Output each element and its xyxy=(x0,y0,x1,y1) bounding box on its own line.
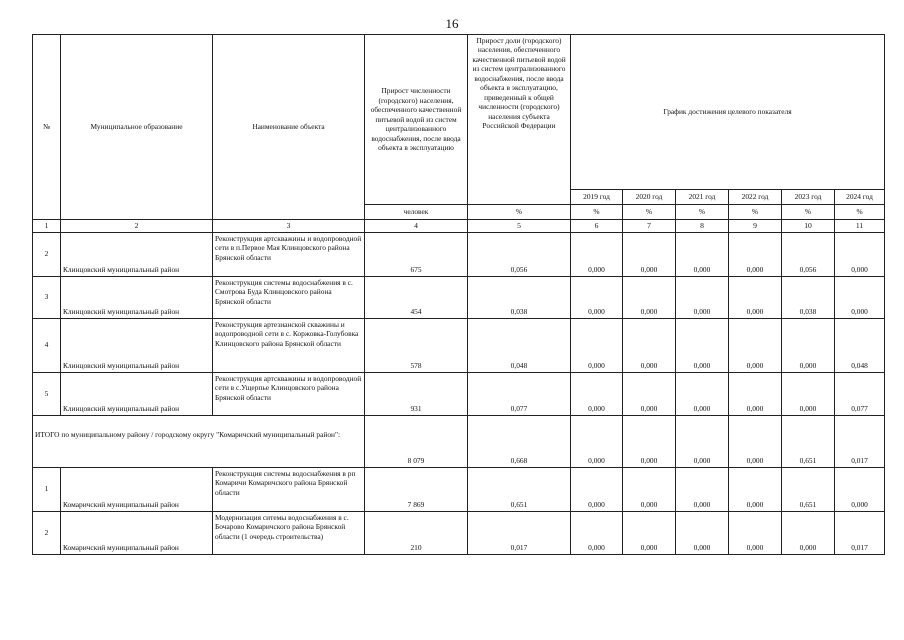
row-share: 0,038 xyxy=(468,276,571,318)
total-2022: 0,000 xyxy=(729,415,782,467)
row-2020: 0,000 xyxy=(623,276,676,318)
row-municipality: Комаричский муниципальный район xyxy=(61,467,213,511)
row-2022: 0,000 xyxy=(729,276,782,318)
row-2024: 0,000 xyxy=(835,232,885,276)
row-2020: 0,000 xyxy=(623,232,676,276)
year-2019: 2019 год xyxy=(571,190,623,205)
total-2021: 0,000 xyxy=(676,415,729,467)
row-2022: 0,000 xyxy=(729,511,782,554)
row-municipality: Клинцовский муниципальный район xyxy=(61,232,213,276)
row-2019: 0,000 xyxy=(571,511,623,554)
row-number: 3 xyxy=(33,276,61,318)
unit-people: человек xyxy=(365,205,468,220)
row-share: 0,056 xyxy=(468,232,571,276)
column-number: 4 xyxy=(365,220,468,233)
unit-2022: % xyxy=(729,205,782,220)
table-row xyxy=(33,467,885,511)
header-schedule: График достижения целевого показателя xyxy=(571,35,885,190)
header-municipality: Муниципальное образование xyxy=(61,35,213,220)
total-row xyxy=(33,415,885,467)
unit-2020: % xyxy=(623,205,676,220)
year-2021: 2021 год xyxy=(676,190,729,205)
row-share: 0,651 xyxy=(468,467,571,511)
header-pop-increase: Прирост численности (городского) населения, обеспеченного качественной питьевой водой из систем централизованного водоснабжения, после ввода объекта в эксплуатацию xyxy=(365,35,468,205)
unit-2024: % xyxy=(835,205,885,220)
column-number: 6 xyxy=(571,220,623,233)
row-2023: 0,000 xyxy=(782,511,835,554)
row-number: 2 xyxy=(33,511,61,554)
row-people: 454 xyxy=(365,276,468,318)
year-2023: 2023 год xyxy=(782,190,835,205)
row-number: 2 xyxy=(33,232,61,276)
row-share: 0,048 xyxy=(468,318,571,372)
row-2020: 0,000 xyxy=(623,467,676,511)
year-2020: 2020 год xyxy=(623,190,676,205)
header-object-name: Наименование объекта xyxy=(213,35,365,220)
row-object: Реконструкция артезианской скважины и водопроводной сети в с. Коржовка-Голубовка Клинцовского района Брянской области xyxy=(213,318,365,372)
header-row xyxy=(33,35,885,190)
table-row xyxy=(33,232,885,276)
row-2024: 0,000 xyxy=(835,467,885,511)
year-2024: 2024 год xyxy=(835,190,885,205)
row-share: 0,017 xyxy=(468,511,571,554)
row-number: 4 xyxy=(33,318,61,372)
row-2021: 0,000 xyxy=(676,467,729,511)
table-row xyxy=(33,318,885,372)
row-people: 578 xyxy=(365,318,468,372)
row-municipality: Клинцовский муниципальный район xyxy=(61,318,213,372)
total-2023: 0,651 xyxy=(782,415,835,467)
column-number: 11 xyxy=(835,220,885,233)
total-label: ИТОГО по муниципальному району / городскому округу "Комаричский муниципальный район": xyxy=(33,415,365,467)
unit-2021: % xyxy=(676,205,729,220)
column-number: 10 xyxy=(782,220,835,233)
row-2023: 0,000 xyxy=(782,318,835,372)
row-object: Реконструкция артскважины и водопроводной сети в п.Первое Мая Клинцовского района Брянской области xyxy=(213,232,365,276)
row-2019: 0,000 xyxy=(571,276,623,318)
row-people: 210 xyxy=(365,511,468,554)
total-people: 8 079 xyxy=(365,415,468,467)
row-2021: 0,000 xyxy=(676,511,729,554)
row-object: Реконструкция артскважины и водопроводной сети в с.Ущерпье Клинцовского района Брянской области xyxy=(213,372,365,415)
row-object: Модернизация ситемы водоснабжения в с. Бочарово Комаричского района Брянской области (1 очередь строительства) xyxy=(213,511,365,554)
row-2021: 0,000 xyxy=(676,318,729,372)
target-indicator-table xyxy=(32,34,885,555)
row-2021: 0,000 xyxy=(676,372,729,415)
unit-share: % xyxy=(468,205,571,220)
total-2024: 0,017 xyxy=(835,415,885,467)
row-2020: 0,000 xyxy=(623,511,676,554)
table-row xyxy=(33,511,885,554)
row-2023: 0,000 xyxy=(782,372,835,415)
column-number: 1 xyxy=(33,220,61,233)
row-2019: 0,000 xyxy=(571,372,623,415)
table-row xyxy=(33,276,885,318)
column-number: 3 xyxy=(213,220,365,233)
table-row xyxy=(33,372,885,415)
year-2022: 2022 год xyxy=(729,190,782,205)
row-2022: 0,000 xyxy=(729,372,782,415)
row-2019: 0,000 xyxy=(571,318,623,372)
row-people: 675 xyxy=(365,232,468,276)
row-2024: 0,048 xyxy=(835,318,885,372)
row-2022: 0,000 xyxy=(729,467,782,511)
row-municipality: Клинцовский муниципальный район xyxy=(61,372,213,415)
row-2022: 0,000 xyxy=(729,318,782,372)
row-2023: 0,038 xyxy=(782,276,835,318)
row-number: 5 xyxy=(33,372,61,415)
row-number: 1 xyxy=(33,467,61,511)
row-2023: 0,651 xyxy=(782,467,835,511)
column-number: 8 xyxy=(676,220,729,233)
row-share: 0,077 xyxy=(468,372,571,415)
row-2021: 0,000 xyxy=(676,232,729,276)
row-2019: 0,000 xyxy=(571,467,623,511)
row-object: Реконструкция системы водоснабжения в рп Комаричи Комаричского района Брянской области xyxy=(213,467,365,511)
column-number: 2 xyxy=(61,220,213,233)
total-2020: 0,000 xyxy=(623,415,676,467)
total-2019: 0,000 xyxy=(571,415,623,467)
page-number: 16 xyxy=(445,16,459,31)
row-2021: 0,000 xyxy=(676,276,729,318)
header-share-increase: Прирост доли (городского) населения, обеспеченного качественной питьевой водой из систем централизованного водоснабжения, после ввода объекта в эксплуатацию, приведенный к общей численности (городского) населения субъекта Российской Федерации xyxy=(468,35,571,205)
row-2019: 0,000 xyxy=(571,232,623,276)
row-2020: 0,000 xyxy=(623,318,676,372)
column-number: 9 xyxy=(729,220,782,233)
header-no: № xyxy=(33,35,61,220)
row-municipality: Комаричский муниципальный район xyxy=(61,511,213,554)
column-number: 7 xyxy=(623,220,676,233)
column-number-row xyxy=(33,220,885,233)
row-2020: 0,000 xyxy=(623,372,676,415)
row-2024: 0,000 xyxy=(835,276,885,318)
total-share: 0,668 xyxy=(468,415,571,467)
unit-2019: % xyxy=(571,205,623,220)
row-2024: 0,017 xyxy=(835,511,885,554)
row-2022: 0,000 xyxy=(729,232,782,276)
row-people: 931 xyxy=(365,372,468,415)
row-people: 7 869 xyxy=(365,467,468,511)
column-number: 5 xyxy=(468,220,571,233)
row-2023: 0,056 xyxy=(782,232,835,276)
row-2024: 0,077 xyxy=(835,372,885,415)
row-municipality: Клинцовский муниципальный район xyxy=(61,276,213,318)
row-object: Реконструкция системы водоснабжения в с. Смотрова Буда Клинцовского района Брянской области xyxy=(213,276,365,318)
unit-2023: % xyxy=(782,205,835,220)
